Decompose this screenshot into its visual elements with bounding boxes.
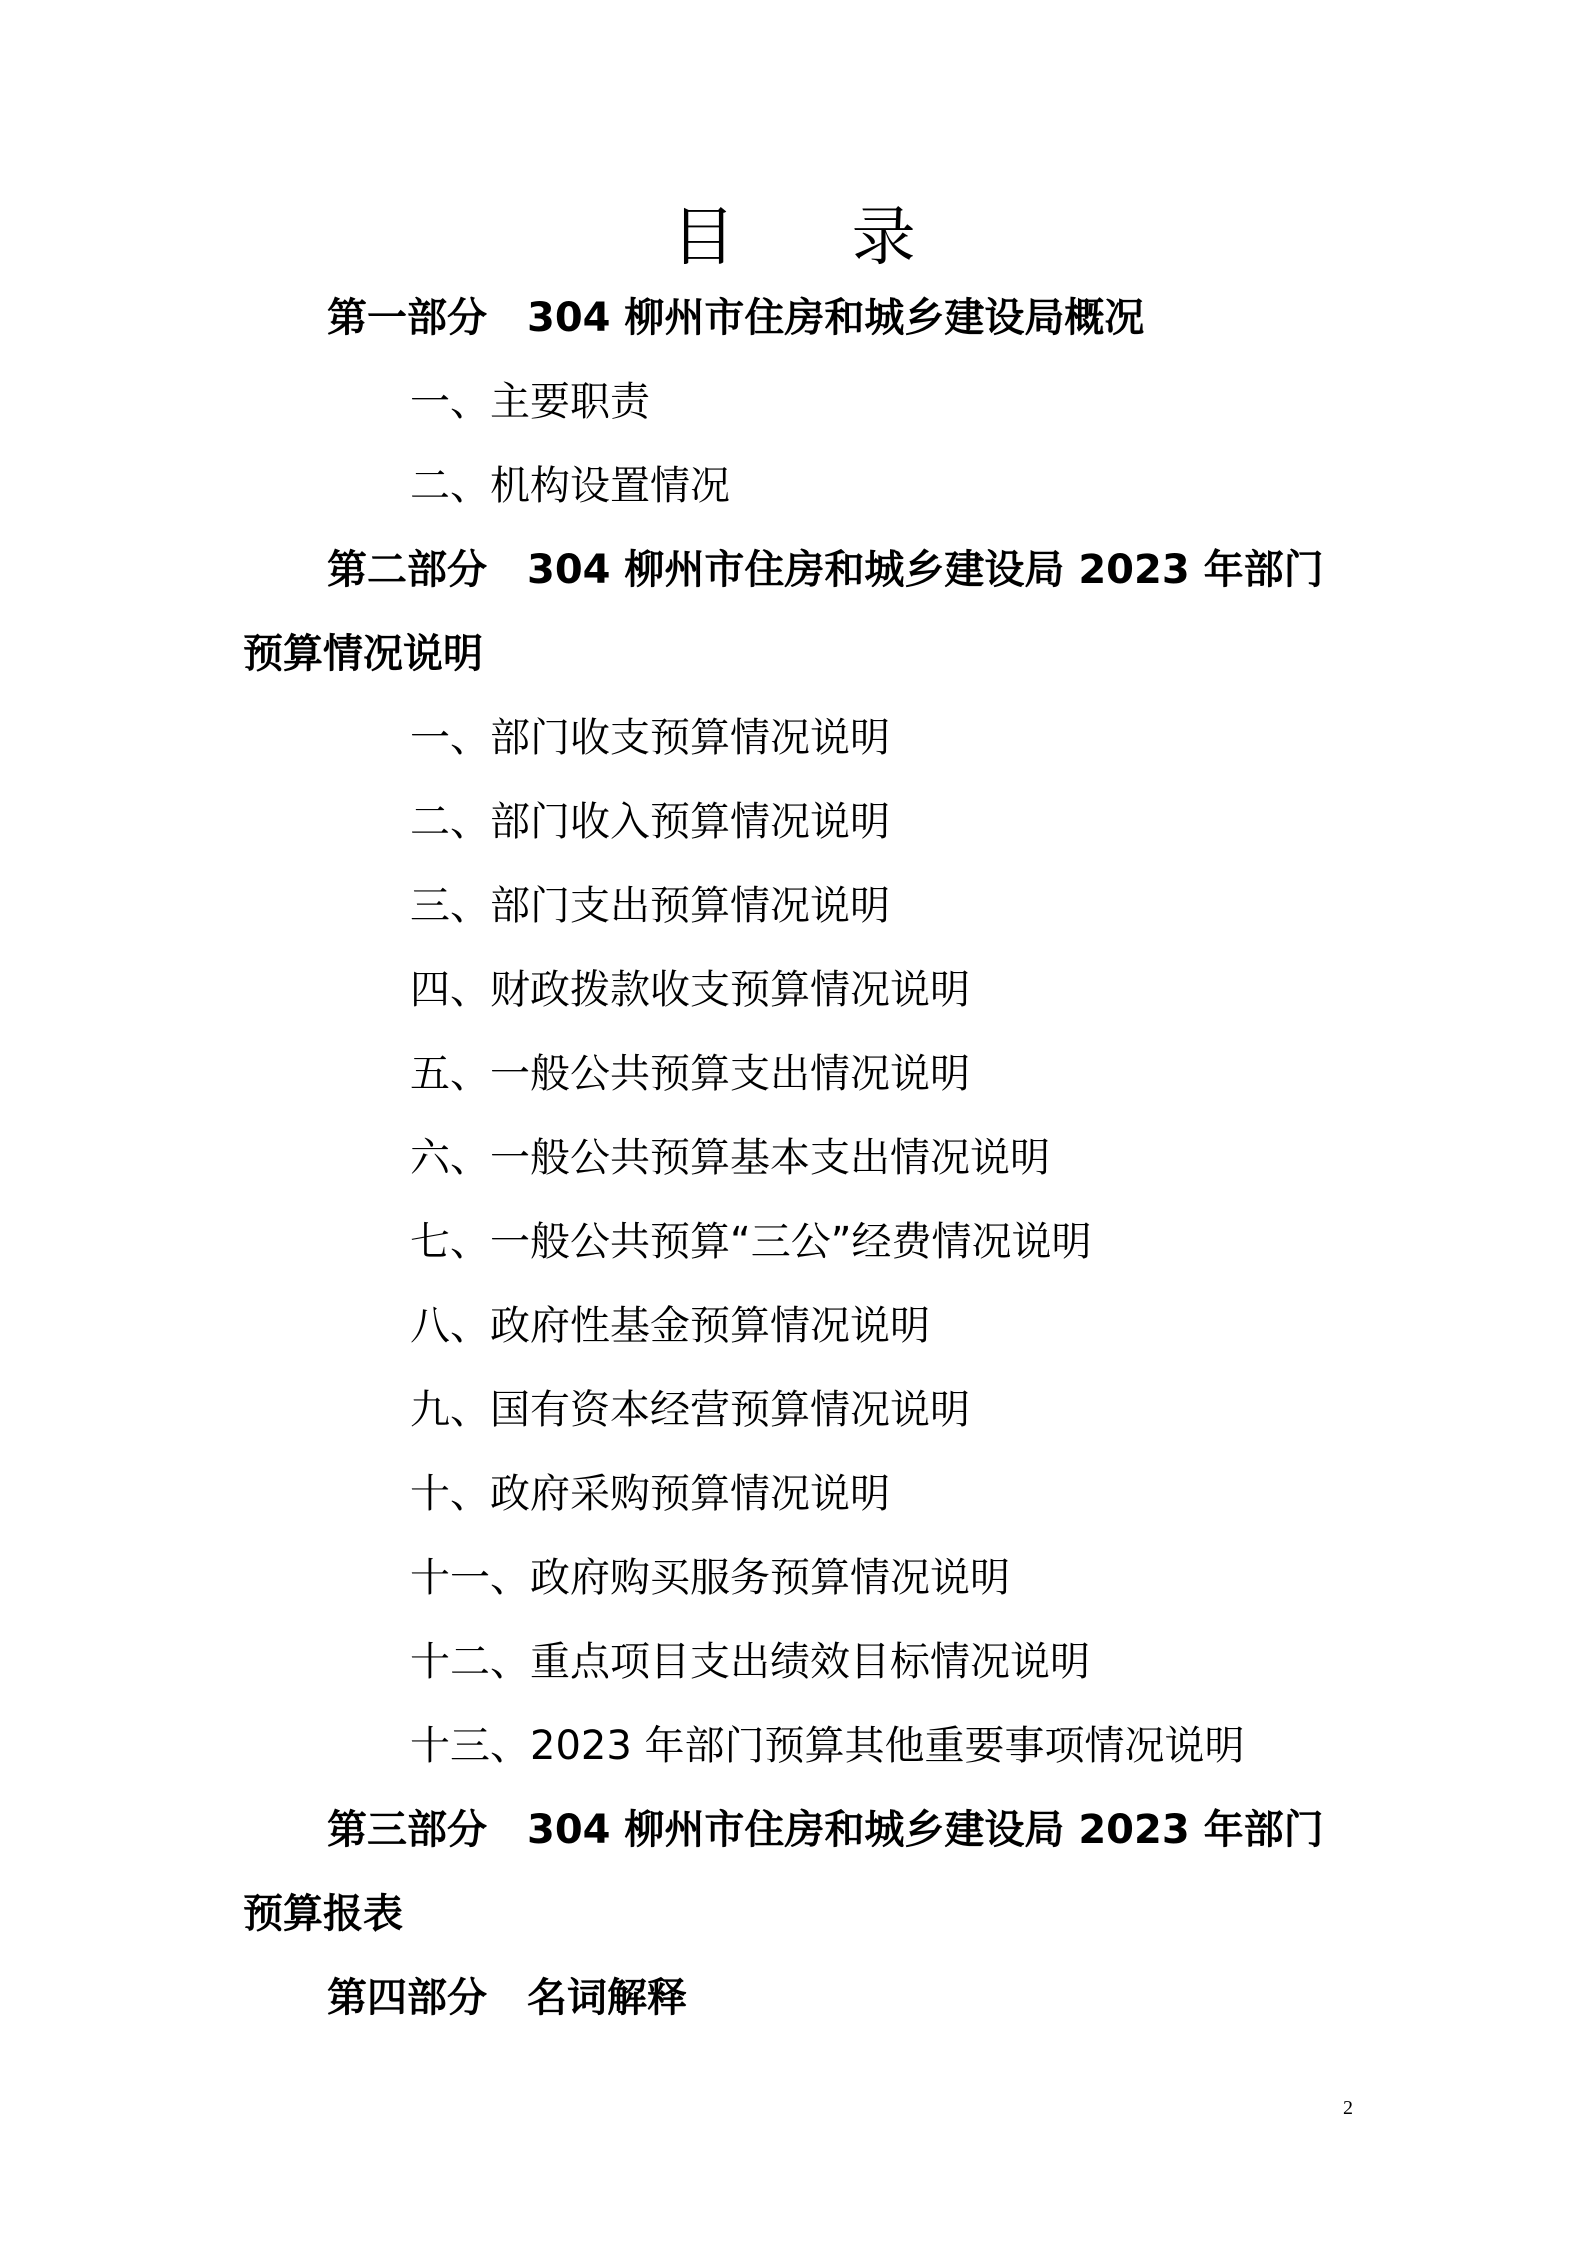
toc-part-3[interactable] [327, 1800, 1324, 1860]
toc-section[interactable]: 六、一般公共预算基本支出情况说明 [410, 1135, 1050, 1181]
toc-section[interactable]: 一、主要职责 [410, 379, 650, 425]
toc-part-2-text-line1: 304 柳州市住房和城乡建设局 2023 年部门 [527, 547, 1324, 593]
toc-section[interactable]: 三、部门支出预算情况说明 [410, 883, 890, 929]
toc-section[interactable]: 十、政府采购预算情况说明 [410, 1471, 890, 1517]
toc-part-4-label: 第四部分 [327, 1975, 487, 2021]
toc-section[interactable]: 四、财政拨款收支预算情况说明 [410, 967, 970, 1013]
toc-part-2-text-line2[interactable]: 预算情况说明 [243, 631, 483, 677]
toc-section[interactable]: 十三、2023 年部门预算其他重要事项情况说明 [410, 1723, 1245, 1769]
page-number: 2 [1343, 2097, 1353, 2119]
toc-part-3-text-line1: 304 柳州市住房和城乡建设局 2023 年部门 [527, 1807, 1324, 1853]
toc-section[interactable]: 一、部门收支预算情况说明 [410, 715, 890, 761]
toc-part-2-label: 第二部分 [327, 547, 487, 593]
toc-section[interactable]: 十一、政府购买服务预算情况说明 [410, 1555, 1010, 1601]
toc-part-3-label: 第三部分 [327, 1807, 487, 1853]
toc-section[interactable]: 七、一般公共预算“三公”经费情况说明 [410, 1219, 1092, 1265]
toc-section[interactable]: 九、国有资本经营预算情况说明 [410, 1387, 970, 1433]
toc-part-4-text: 名词解释 [527, 1975, 687, 2021]
toc-section[interactable]: 二、部门收入预算情况说明 [410, 799, 890, 845]
toc-section[interactable]: 二、机构设置情况 [410, 463, 730, 509]
toc-section[interactable]: 十二、重点项目支出绩效目标情况说明 [410, 1639, 1090, 1685]
toc-part-1-text: 304 柳州市住房和城乡建设局概况 [527, 295, 1145, 341]
toc-section[interactable]: 八、政府性基金预算情况说明 [410, 1303, 930, 1349]
toc-part-1-label: 第一部分 [327, 295, 487, 341]
toc-part-4[interactable] [327, 1968, 687, 2028]
toc-part-1[interactable] [327, 288, 1144, 348]
toc-section[interactable]: 五、一般公共预算支出情况说明 [410, 1051, 970, 1097]
toc-title: 目 录 [671, 201, 964, 275]
toc-part-2[interactable] [327, 540, 1324, 600]
toc-part-3-text-line2[interactable]: 预算报表 [243, 1891, 403, 1937]
